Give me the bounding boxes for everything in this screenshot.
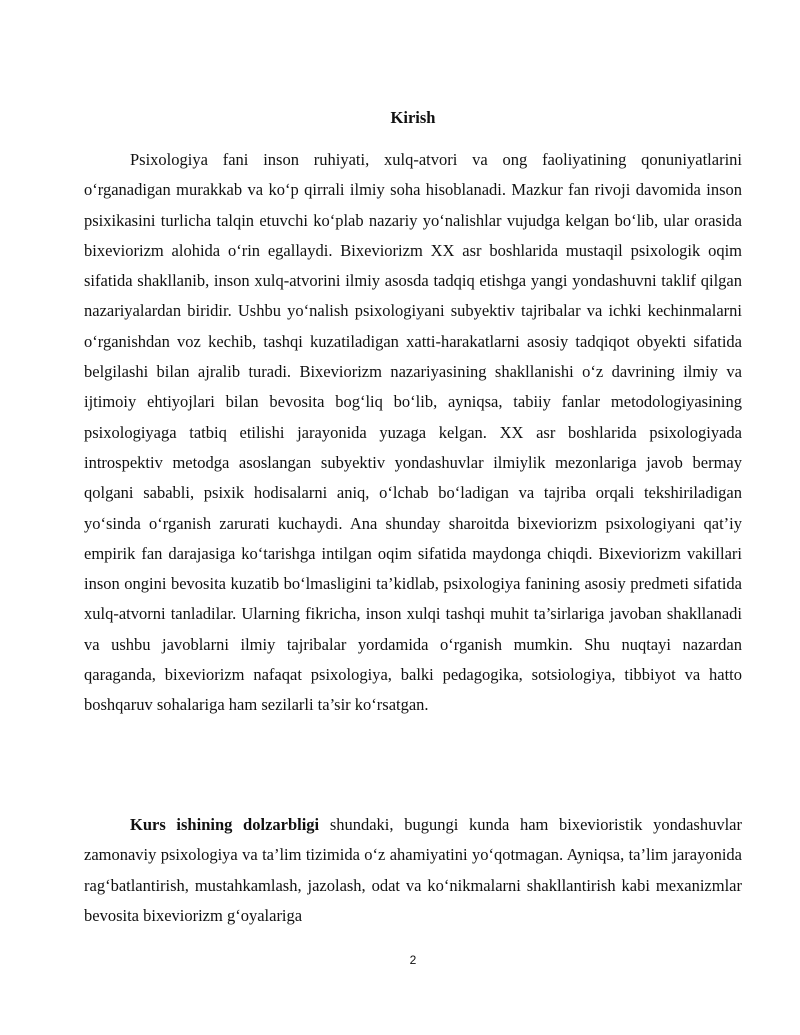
intro-paragraph: Psixologiya fani inson ruhiyati, xulq-atvori va ong faoliyatining qonuniyatlarini o‘rganadigan murakkab va ko‘p qirrali ilmiy soha hisoblanadi. Mazkur fan rivoji davomida inson psixikasini turlicha talqin etuvchi ko‘plab nazariy yo‘nalishlar vujudga kelgan bo‘lib, ular orasida bixeviorizm alohida o‘rin egallaydi. Bixeviorizm XX asr boshlarida mustaqil psixologik oqim sifatida shakllanib, inson xulq-atvorini ilmiy asosda tadqiq etishga yangi yondashuvni taklif qilgan nazariyalardan biridir. Ushbu yo‘nalish psixologiyani subyektiv tajribalar va ichki kechinmalarni o‘rganishdan voz kechib, tashqi kuzatiladigan xatti-harakatlarni asosiy tadqiqot obyekti sifatida belgilashi bilan ajralib turadi. Bixeviorizm nazariyasining shakllanishi o‘z davrining ilmiy va ijtimoiy ehtiyojlari bilan bevosita bog‘liq bo‘lib, ayniqsa, tabiiy fanlar metodologiyasining psixologiyaga tatbiq etilishi jarayonida yuzaga kelgan. XX asr boshlarida psixologiyada introspektiv metodga asoslangan subyektiv yondashuvlar ilmiylik mezonlariga javob bermay qolgani sababli, psixik hodisalarni aniq, o‘lchab bo‘ladigan va tajriba orqali tekshiriladigan yo‘sinda o‘rganish zarurati kuchaydi. Ana shunday sharoitda bixeviorizm psixologiyani qat’iy empirik fan darajasiga ko‘tarishga intilgan oqim sifatida maydonga chiqdi. Bixeviorizm vakillari inson ongini bevosita kuzatib bo‘lmasligini ta’kidlab, psixologiya fanining asosiy predmeti sifatida xulq-atvorni tanladilar. Ularning fikricha, inson xulqi tashqi muhit ta’sirlariga javoban shakllanadi va ushbu javoblarni ilmiy tajribalar yordamida o‘rganish mumkin. Shu nuqtayi nazardan qaraganda, bixeviorizm nafaqat psixologiya, balki pedagogika, sotsiologiya, tibbiyot va hatto boshqaruv sohalariga ham sezilarli ta’sir ko‘rsatgan. <box>84 150 742 715</box>
relevance-heading: Kurs ishining dolzarbligi <box>130 815 320 834</box>
relevance-paragraph <box>84 810 742 931</box>
relevance-text: shundaki, bugungi kunda ham bixevioristik yondashuvlar zamonaviy psixologiya va ta’lim tizimida o‘z ahamiyatini yo‘qotmagan. Ayniqsa, ta’lim jarayonida rag‘batlantirish, mustahkamlash, jazolash, odat va ko‘nikmalarni shakllantirish kabi mexanizmlar bevosita bixeviorizm g‘oyalariga <box>84 815 742 925</box>
page-number: 2 <box>409 953 417 967</box>
relevance-paragraph-block <box>84 810 742 931</box>
section-title: Kirish <box>390 108 436 127</box>
intro-paragraph-block <box>84 145 742 721</box>
